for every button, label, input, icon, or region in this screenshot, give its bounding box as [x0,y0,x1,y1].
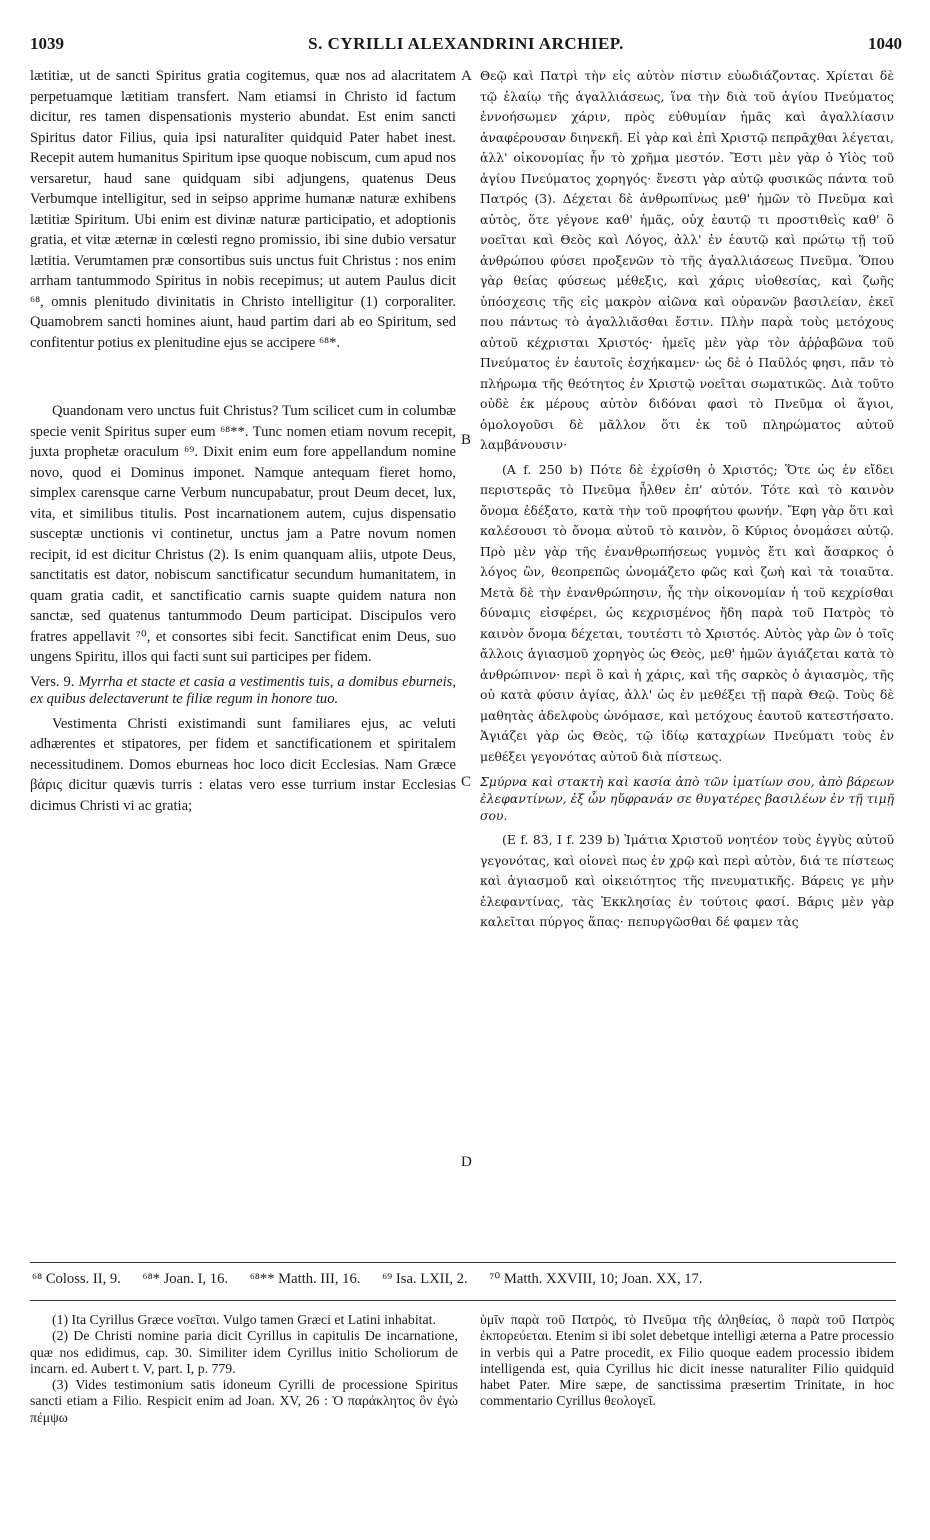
footnote-1: (1) Ita Cyrillus Græce νοεῖται. Vulgo tamen Græci et Latini inhabitat. [52,1312,436,1327]
greek-paragraph-2: (A f. 250 b) Πότε δὲ ἐχρίσθη ὁ Χριστός; Ὅτε ὡς ἐν εἴδει περιστερᾶς τὸ Πνεῦμα ἦλθεν ἐπ' αὐτόν. Τότε καὶ τὸ καινὸν ὄνομα ἐδέξατο, κατὰ τὴν τοῦ προφήτου φωνήν. Ἔφη γὰρ ὅτι καὶ καλέσουσι τὸ ὄνομα αὐτοῦ τὸ καινὸν, ὃ Κύριος ὀνομάσει αὐτῷ. Πρὸ μὲν γὰρ τῆς ἐνανθρωπήσεως γυμνὸς ἔτι καὶ ἄσαρκος ὁ λόγος ὢν, θεοπρεπῶς ὠνομάζετο φῶς καὶ ζωὴ καὶ τὰ τοιαῦτα. Μετὰ δὲ τὴν ἐνανθρώπησιν, ἧς τὴν οἰκονομίαν ἡ τοῦ κεχρίσθαι δύναμις εἰσφέρει, ὡς κεχρισμένος ἤδη παρὰ τοῦ Πατρὸς τὸ καινὸν ὄνομα δέχεται, τουτέστι τὸ Χριστός. Αὐτὸς γὰρ ὢν ὁ τοῖς ἄλλοις ἁγιασμοῦ χορηγὸς ὡς Θεὸς, μεθ' ἡμῶν ἁγιάζεται κατὰ τὸ ἀνθρώπινον· περὶ ὃ καὶ ἡ χάρις, καὶ τῆς σαρκὸς ὁ ἁγιασμὸς, τῆς οὐ κατὰ φύσιν ἁγίας, ἀλλ' ὡς ἐν μεθέξει τῇ παρὰ Θεῷ. Τοὺς δὲ μαθητὰς ἀδελφοὺς ὠνόμασε, καὶ μετόχους ἑαυτοῦ κατεστήσατο. Ἁγιάζει γὰρ ὡς Θεὸς, τῷ ἰδίῳ καταχρίων Πνεύματι τοὺς ἐν μεθέξει γεγονότας αὐτοῦ διὰ πίστεως. [480,461,894,764]
footnote-3-continued: ὑμῖν παρὰ τοῦ Πατρὸς, τὸ Πνεῦμα τῆς ἀληθείας, ὃ παρὰ τοῦ Πατρὸς ἐκπορεύεται. Etenim si ibi solet debetque intelligi æterna a Patre processio in verbis qui a Patre procedit, ex Filio quoque eadem processio ibidem intelligenda est, quia Cyrillus hic dicit inesse naturaliter Filio quidquid habet Pater. Mire sæpe, de sanctissima præsertim Trinitate, in hoc commentario Cyrillus θεολογεῖ. [480,1312,894,1409]
scripture-note: ⁶⁸ Coloss. II, 9. [32,1271,121,1287]
footnotes-left [30,1312,458,1426]
page-header [30,34,902,60]
scripture-note: ⁶⁹ Isa. LXII, 2. [382,1271,468,1287]
running-title: S. CYRILLI ALEXANDRINI ARCHIEP. [308,34,624,53]
footnotes-rule [30,1300,896,1301]
margin-mark-c: C [461,774,472,790]
margin-mark-b: B [461,432,472,448]
footnote-2: (2) De Christi nomine paria dicit Cyrillus in capitulis De incarnatione, quæ nos edidimus, cap. 30. Similiter idem Cyrillus initio Scholiorum de incarn. ed. Aubert t. V, part. I, p. 779. [30,1328,458,1376]
greek-column [480,66,894,933]
greek-paragraph-1: Θεῷ καὶ Πατρὶ τὴν εἰς αὐτὸν πίστιν εὐωδιάζοντας. Χρίεται δὲ τῷ ἐλαίῳ τῆς ἀγαλλιάσεως, ἵνα τὴν διὰ τοῦ ἁγίου Πνεύματος ἐννοήσωμεν χάριν, πρὸς εὐθυμίαν ἡμᾶς καὶ ἀγαλλίασιν ἀναφέρουσαν διηνεκῆ. Εἰ γὰρ καὶ ἐπὶ Χριστῷ πεπρᾶχθαι λέγεται, ἀλλ' οἰκονομίας ἦν τὸ χρῆμα μεστόν. Ἔστι μὲν γὰρ ὁ Υἱὸς τοῦ ἁγίου Πνεύματος χορηγός· ἔνεστι γὰρ αὐτῷ φυσικῶς πάντα τοῦ Πατρός (3). Δέχεται δὲ ἀνθρωπίνως μεθ' ἡμῶν τὸ Πνεῦμα καὶ αὐτὸς, ὅτε γέγονε καθ' ἡμᾶς, οὐχ ἑαυτῷ τι προστιθεὶς καθ' ὃ νοεῖται καὶ Θεὸς καὶ Λόγος, ἀλλ' ἐν ἑαυτῷ καὶ πρώτῳ τῇ τοῦ ἀνθρώπου φύσει προξενῶν τὸ τῆς ἀγαλλιάσεως Πνεῦμα. Ὅπου γὰρ θείας φύσεως μέθεξις, καὶ χάρις υἱοθεσίας, καὶ ζωῆς ὑπόσχεσις τῆς εἰς μακρὸν αἰῶνα καὶ οὐρανῶν βασιλείαν, ἐκεῖ που πάντως τὸ ἀγαλλιᾶσθαι ἔστιν. Πλὴν παρὰ τοὺς μετόχους αὐτοῦ κέχρισται Χριστός· ἡμεῖς μὲν γὰρ τὸν ἀῤῥαβῶνα τοῦ Πνεύματος ἐν ἑαυτοῖς ἐσχήκαμεν· ὡς δὲ ὁ Παῦλός φησι, πᾶν τὸ πλήρωμα τῆς θεότητος ἐν Χριστῷ νοεῖται σωματικῶς. Διὰ τοῦτο οὐδὲ ἐκ μέρους αὐτὸν διδόναι φασὶ τὸ Πνεῦμα οἱ ἅγιοι, ὁμολογοῦσι δὲ μᾶλλον ὅτι ἐκ τοῦ πληρώματος αὐτοῦ λαμβάνουσιν· [480,68,894,452]
footnote-3: (3) Vides testimonium satis idoneum Cyrilli de processione Spiritus sancti etiam a Filio. Respicit enim ad Joan. XV, 26 : Ὁ παράκλητος ὃν ἐγὼ πέμψω [30,1377,458,1425]
scripture-note: ⁷⁰ Matth. XXVIII, 10; Joan. XX, 17. [489,1271,703,1287]
verse-number: Vers. 9. [30,673,75,690]
greek-paragraph-3: (E f. 83, I f. 239 b) Ἱμάτια Χριστοῦ νοητέον τοὺς ἐγγὺς αὐτοῦ γεγονότας, καὶ οἱονεὶ πως ἐν χρῷ καὶ περὶ αὐτὸν, διά τε πίστεως καὶ ἁγιασμοῦ καὶ οἰκειότητος τῆς πνευματικῆς. Βάρεις γε μὴν ἐλεφαντίνας, τὰς Ἐκκλησίας ἐν τούτοις φασί. Βάρις μὲν γὰρ καλεῖται πύργος ἅπας· πεπυργῶσθαι δέ φαμεν τὰς [480,832,894,929]
notes-rule [30,1262,896,1263]
scripture-note: ⁶⁸* Joan. I, 16. [142,1271,229,1287]
scripture-note: ⁶⁸** Matth. III, 16. [249,1271,361,1287]
latin-verse-9 [30,674,456,708]
latin-column [30,66,456,816]
latin-verse-text: Myrrha et stacte et casia a vestimentis tuis, a domibus eburneis, ex quibus delectaverunt te filiæ regum in honore tuo. [30,673,456,707]
latin-paragraph-1: lætitiæ, ut de sancti Spiritus gratia cogitemus, quæ nos ad alacritatem perpetuamque lætitiam transfert. Nam etiamsi in Christo id factum dicitur, res tamen dispensationis mysterio abundat. Est enim sancti Spiritus dator Filius, quia ipsi naturaliter quidquid Pater habet inest. Recepit autem humanitus Spiritum ipse quoque nobiscum, cum apud nos versaretur, haud sane quidquam sibi adjungens, quatenus Deus Verbumque intelligitur, sed in seipso apprime humanæ naturæ exhibens lætitiæ Spiritum. Ubi enim est divinæ naturæ participatio, et adoptionis gratia, et vitæ æternæ in cœlesti regno promissio, ibi sine dubio versatur lætitia. Verumtamen præ consortibus suis unctus fuit Christus : nos enim arrham tantummodo Spiritus in nobis recepimus; ut autem Paulus dicit ⁶⁸, omnis plenitudo divinitatis in Christo intelligitur (1) corporaliter. Quamobrem sancti homines aiunt, haud partim dari ab eo Spiritum, sed confitentur potius ex plenitudine ejus se accipere ⁶⁸*. [30,68,456,351]
page-number-left: 1039 [30,34,64,53]
margin-mark-d: D [461,1154,472,1170]
latin-paragraph-2: Quandonam vero unctus fuit Christus? Tum scilicet cum in columbæ specie venit Spiritus super eum ⁶⁸**. Tunc nomen etiam novum recepit, juxta prophetæ oraculum ⁶⁹. Dixit enim eum fore appellandum nomine novo, quod ei Dominus imponet. Namque antequam fieret homo, simplex carensque carne Verbum nuncupabatur, prout Deum decet, lux, vita, et similibus titulis. Post incarnationem autem, cujus dispensatio susceptæ unctionis vi continetur, unctus jam a Patre novum nomen recipit, id est dicitur Christus (2). Is enim quanquam aliis, utpote Deus, sanctitatis est dator, nobiscum sanctificatur secundum humanitatem, in quam gratia cadit, et sanctificatio carnis suapte quidem natura non sanctæ, sed quatenus tantummodo Deum participat. Discipulos vero fratres appellavit ⁷⁰, et consortes sibi fecit. Sanctificat enim Deus, suo ungens Spiritu, illos qui facti sunt sui participes per fidem. [30,403,456,665]
greek-verse-text: Σμύρνα καὶ στακτὴ καὶ κασία ἀπὸ τῶν ἱματίων σου, ἀπὸ βάρεων ἐλεφαντίνων, ἐξ ὧν ηὔφρανάν σε θυγατέρες βασιλέων ἐν τῇ τιμῇ σου. [480,774,894,823]
footnotes-right [480,1312,894,1410]
scripture-notes [32,1270,912,1288]
latin-paragraph-3: Vestimenta Christi existimandi sunt familiares ejus, ac veluti adhærentes et stipatores, per fidem et sanctificationem et spiritalem necessitudinem. Domos eburneas hoc loco dicit Ecclesias. Nam Græce βάρις dicitur quævis turris : elatas vero esse turrium instar Ecclesias dicimus Christi vi ac gratia; [30,715,456,814]
page-number-right: 1040 [868,34,902,53]
margin-mark-a: A [461,68,472,84]
